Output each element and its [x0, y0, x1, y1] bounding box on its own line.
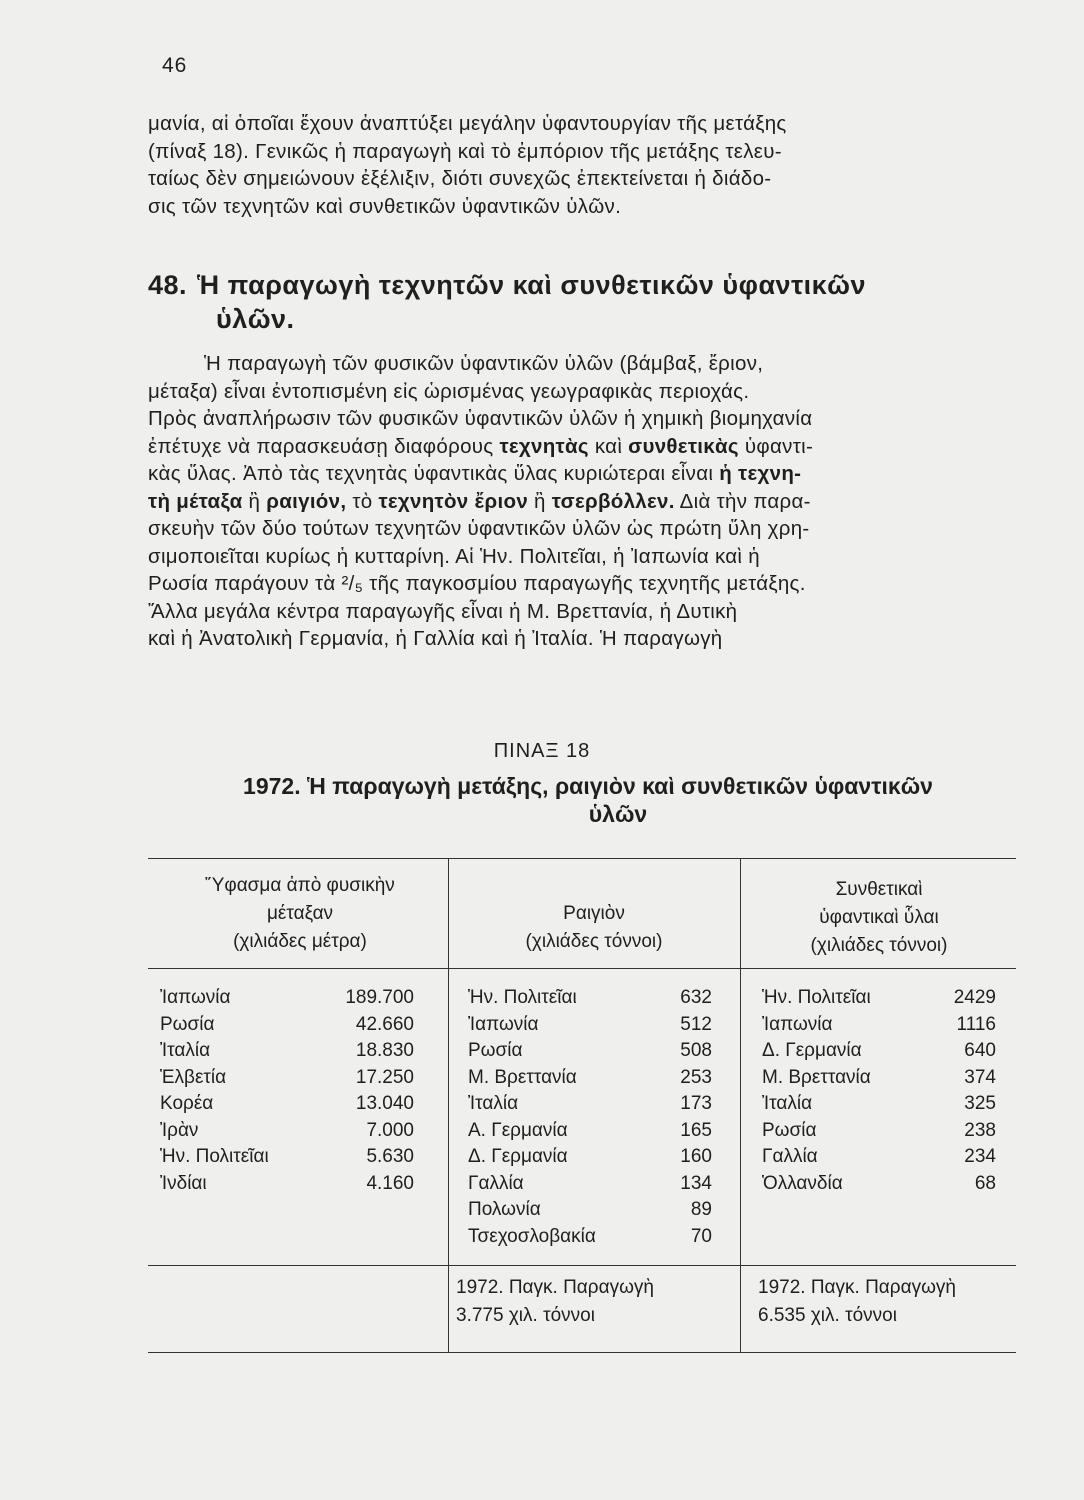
text-run: καὶ	[588, 434, 629, 458]
table-title	[188, 772, 988, 828]
table-row	[762, 1171, 996, 1198]
table-row	[160, 1065, 414, 1092]
table-row	[468, 1065, 712, 1092]
country: Ἰνδίαι	[160, 1172, 207, 1194]
country: Γαλλία	[468, 1172, 524, 1194]
header-line: Συνθετικαὶ	[835, 879, 923, 900]
intro-paragraph	[148, 110, 1008, 220]
country: Ἰταλία	[762, 1093, 813, 1114]
term-rayon: ραιγιόν,	[266, 489, 347, 513]
value: 1116	[956, 1013, 996, 1035]
intro-line: ταίως δὲν σημειώνουν ἐξέλιξιν, διότι συνεχῶς ἐπεκτείνεται ἡ διάδο-	[148, 167, 772, 190]
country: Ἰρὰν	[160, 1119, 199, 1141]
table-title-line1: 1972. Ἡ παραγωγὴ μετάξης, ραιγιὸν καὶ συνθετικῶν ὑφαντικῶν	[243, 773, 933, 799]
body-line: σιμοποιεῖται κυρίως ἡ κυτταρίνη. Αἱ Ἡν. Πολιτεῖαι, ἡ Ἰαπωνία καὶ ἡ	[148, 544, 760, 568]
table-row	[160, 1012, 414, 1039]
table-row	[762, 1012, 996, 1039]
table-row	[762, 985, 996, 1012]
table-row	[160, 1171, 414, 1198]
table-title-line2: ὑλῶν	[588, 801, 648, 827]
body-line	[148, 460, 1008, 488]
total-line: 3.775 χιλ. τόννοι	[456, 1305, 595, 1326]
country: Ρωσία	[160, 1013, 215, 1035]
page-number: 46	[162, 54, 188, 77]
term-synthetic: συνθετικὰς	[628, 434, 739, 458]
value: 4.160	[366, 1172, 414, 1194]
value: 7.000	[366, 1119, 414, 1141]
table-row	[762, 1065, 996, 1092]
value: 42.660	[355, 1013, 414, 1035]
country: Ὁλλανδία	[762, 1172, 843, 1194]
table-row	[160, 1038, 414, 1065]
header-line: μέταξαν	[266, 903, 334, 924]
section-heading	[148, 268, 1018, 336]
country: Κορέα	[160, 1093, 214, 1114]
text-run: ἢ	[242, 489, 267, 513]
table-header-rule	[148, 968, 1016, 969]
rayon-world-total	[456, 1274, 654, 1330]
body-paragraph	[148, 350, 1008, 653]
value: 17.250	[355, 1066, 414, 1088]
term-zellwolle: τσερβόλλεν.	[551, 489, 675, 513]
table-row	[468, 1012, 712, 1039]
country: Πολωνία	[468, 1199, 541, 1220]
silk-column-header	[160, 872, 440, 956]
value: 18.830	[355, 1040, 414, 1061]
text-run: ἐπέτυχε νὰ παρασκευάσῃ διαφόρους	[148, 434, 500, 458]
value: 70	[690, 1225, 712, 1247]
table-row	[468, 1197, 712, 1224]
country: Α. Γερμανία	[468, 1119, 568, 1141]
table-row	[468, 1038, 712, 1065]
body-line: Πρὸς ἀναπλήρωσιν τῶν φυσικῶν ὑφαντικῶν ὑλῶν ἡ χημικὴ βιομηχανία	[148, 407, 813, 430]
country: Γαλλία	[762, 1146, 818, 1167]
header-line: Ὕφασμα ἀπὸ φυσικὴν	[205, 875, 395, 896]
synthetic-world-total	[758, 1274, 956, 1330]
section-number: 48.	[148, 270, 188, 300]
value: 5.630	[366, 1146, 414, 1167]
table-row	[468, 1171, 712, 1198]
body-line: μέταξα) εἶναι ἐντοπισμένη εἰς ὡρισμένας γεωγραφικὰς περιοχάς.	[148, 379, 750, 403]
term-artificial-silk: ἡ τεχνη-	[719, 462, 802, 485]
country: Μ. Βρεττανία	[468, 1066, 577, 1088]
value: 234	[964, 1146, 996, 1167]
intro-line: (πίναξ 18). Γενικῶς ἡ παραγωγὴ καὶ τὸ ἐμπόριον τῆς μετάξης τελευ-	[148, 139, 782, 163]
country: Ἰταλία	[468, 1093, 519, 1114]
value: 2429	[953, 987, 996, 1008]
rayon-list	[468, 985, 712, 1250]
column-divider	[740, 858, 741, 1352]
term-artificial-wool: τεχνητὸν ἔριον	[378, 489, 529, 513]
header-line: (χιλιάδες τόννοι)	[525, 931, 663, 952]
rayon-column-header	[452, 900, 736, 956]
text-run: ὑφαντι-	[738, 434, 814, 458]
table-totals-rule	[148, 1265, 1016, 1266]
value: 512	[680, 1013, 712, 1035]
body-line: Ρωσία παράγουν τὰ ²/₅ τῆς παγκοσμίου παραγωγῆς τεχνητῆς μετάξης.	[148, 572, 806, 595]
silk-list	[160, 985, 414, 1197]
body-line	[148, 433, 1008, 461]
column-divider	[448, 858, 449, 1352]
country: Ἰαπωνία	[762, 1013, 833, 1035]
country: Τσεχοσλοβακία	[468, 1225, 596, 1247]
value: 165	[680, 1119, 712, 1141]
text-run: Διὰ τὴν παρα-	[674, 489, 811, 513]
table-row	[160, 1091, 414, 1118]
country: Ἡν. Πολιτεῖαι	[468, 987, 577, 1008]
country: Δ. Γερμανία	[762, 1040, 862, 1061]
value: 173	[680, 1093, 712, 1114]
header-line: Ραιγιὸν	[563, 903, 625, 924]
country: Μ. Βρεττανία	[762, 1066, 871, 1088]
value: 632	[680, 987, 712, 1008]
body-line: καὶ ἡ Ἀνατολικὴ Γερμανία, ἡ Γαλλία καὶ ἡ Ἰταλία. Ἡ παραγωγὴ	[148, 627, 723, 650]
value: 640	[964, 1040, 996, 1061]
value: 508	[680, 1040, 712, 1061]
section-title-line2: ὑλῶν.	[216, 304, 295, 334]
table-row	[160, 1118, 414, 1145]
value: 89	[690, 1199, 712, 1220]
total-line: 1972. Παγκ. Παραγωγὴ	[456, 1277, 654, 1298]
value: 68	[974, 1172, 996, 1194]
value: 253	[680, 1066, 712, 1088]
country: Ἑλβετία	[160, 1066, 227, 1088]
table-row	[468, 985, 712, 1012]
value: 134	[680, 1172, 712, 1194]
text-run: κὰς ὕλας. Ἀπὸ τὰς τεχνητὰς ὑφαντικὰς ὕλας κυριώτεραι εἶναι	[148, 462, 720, 485]
table-row	[762, 1118, 996, 1145]
country: Ἡν. Πολιτεῖαι	[160, 1146, 269, 1167]
text-run: ἢ	[528, 489, 552, 513]
body-line: σκευὴν τῶν δύο τούτων τεχνητῶν ὑφαντικῶν ὑλῶν ὡς πρώτη ὕλη χρη-	[148, 517, 810, 540]
country: Ἰταλία	[160, 1040, 211, 1061]
table-top-rule	[148, 858, 1016, 859]
body-line: Ἄλλα μεγάλα κέντρα παραγωγῆς εἶναι ἡ Μ. Βρεττανία, ἡ Δυτικὴ	[148, 599, 738, 623]
total-line: 1972. Παγκ. Παραγωγὴ	[758, 1277, 956, 1298]
header-line: ὑφαντικαὶ ὗλαι	[819, 907, 939, 928]
intro-line: σις τῶν τεχνητῶν καὶ συνθετικῶν ὑφαντικῶν ὑλῶν.	[148, 194, 622, 218]
country: Ρωσία	[762, 1119, 817, 1141]
table-row	[468, 1144, 712, 1171]
synthetic-column-header	[744, 876, 1014, 960]
header-line: (χιλιάδες μέτρα)	[233, 931, 367, 952]
term-artificial: τεχνητὰς	[499, 434, 589, 458]
country: Ρωσία	[468, 1040, 523, 1061]
value: 13.040	[355, 1093, 414, 1114]
text-run: τὸ	[346, 489, 379, 513]
table-row	[468, 1224, 712, 1251]
table-row	[160, 1144, 414, 1171]
value: 374	[964, 1066, 996, 1088]
term-artificial-silk: τὴ μέταξα	[148, 489, 243, 513]
value: 160	[680, 1146, 712, 1167]
total-line: 6.535 χιλ. τόννοι	[758, 1305, 897, 1326]
value: 325	[964, 1093, 996, 1114]
table-label: ΠΙΝΑΞ 18	[493, 740, 591, 762]
table-row	[762, 1144, 996, 1171]
value: 189.700	[345, 987, 414, 1008]
table-row	[160, 985, 414, 1012]
section-title-line1: Ἡ παραγωγὴ τεχνητῶν καὶ συνθετικῶν ὑφαντικῶν	[197, 270, 867, 300]
country: Ἡν. Πολιτεῖαι	[762, 987, 871, 1008]
country: Δ. Γερμανία	[468, 1146, 568, 1167]
country: Ἰαπωνία	[160, 987, 231, 1008]
table-row	[468, 1118, 712, 1145]
synthetic-list	[762, 985, 996, 1197]
table-row	[762, 1091, 996, 1118]
body-line	[148, 488, 1008, 516]
body-line: Ἡ παραγωγὴ τῶν φυσικῶν ὑφαντικῶν ὑλῶν (βάμβαξ, ἔριον,	[204, 352, 764, 375]
country: Ἰαπωνία	[468, 1013, 539, 1035]
value: 238	[964, 1119, 996, 1141]
header-line: (χιλιάδες τόννοι)	[810, 935, 948, 956]
table-row	[762, 1038, 996, 1065]
table-row	[468, 1091, 712, 1118]
intro-line: μανία, αἱ ὁποῖαι ἔχουν ἀναπτύξει μεγάλην ὑφαντουργίαν τῆς μετάξης	[148, 112, 787, 135]
table-bottom-rule	[148, 1352, 1016, 1353]
